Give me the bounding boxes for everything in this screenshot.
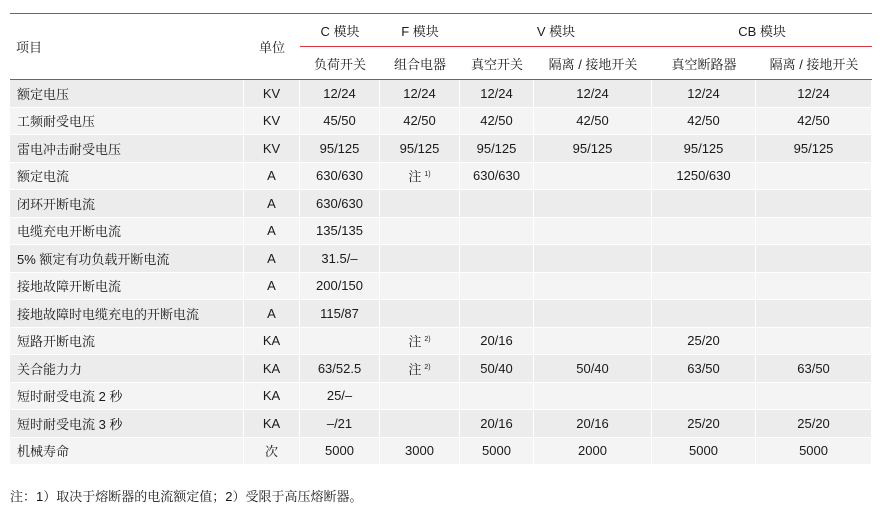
cell-value: 5000 (482, 443, 511, 459)
cell-value: 135/135 (316, 223, 363, 239)
spec-table-container (10, 13, 872, 465)
cell-value: 42/50 (797, 113, 830, 129)
cell-label (10, 328, 244, 356)
cell-v2 (534, 190, 652, 218)
cell-unit (244, 245, 300, 273)
cell-value: A (267, 168, 276, 184)
cell-cb1 (652, 163, 756, 191)
cell-c (300, 135, 380, 163)
cell-v1 (460, 245, 534, 273)
cell-v2 (534, 273, 652, 301)
cell-value: 630/630 (316, 195, 363, 211)
cell-v1 (460, 218, 534, 246)
cell-c (300, 80, 380, 108)
header-unit: 单位 (244, 13, 300, 80)
cell-label (10, 438, 244, 466)
cell-cb2 (756, 135, 872, 163)
table-row (10, 245, 872, 273)
cell-f (380, 190, 460, 218)
cell-v1 (460, 410, 534, 438)
cell-c (300, 355, 380, 383)
cell-value: 50/40 (576, 360, 609, 376)
cell-value: 12/24 (797, 85, 830, 101)
cell-value: 95/125 (399, 140, 440, 156)
table-row (10, 383, 872, 411)
cell-label (10, 190, 244, 218)
cell-cb1 (652, 328, 756, 356)
cell-cb1 (652, 135, 756, 163)
cell-cb2 (756, 438, 872, 466)
header-group-cb: CB 模块 (652, 13, 872, 47)
cell-value: KV (262, 85, 281, 101)
cell-cb1 (652, 245, 756, 273)
cell-value: 63/52.5 (317, 360, 362, 376)
cell-unit (244, 135, 300, 163)
cell-value: A (267, 305, 276, 321)
cell-f (380, 108, 460, 136)
cell-c (300, 328, 380, 356)
table-row (10, 80, 872, 108)
cell-value: 31.5/– (321, 250, 358, 266)
cell-label (10, 410, 244, 438)
cell-cb2 (756, 300, 872, 328)
cell-unit (244, 108, 300, 136)
cell-v2 (534, 245, 652, 273)
cell-value: A (267, 250, 276, 266)
cell-v1 (460, 383, 534, 411)
table-row (10, 108, 872, 136)
header-sub-vacuum-switch: 真空开关 (460, 47, 534, 80)
cell-value: 25/20 (687, 415, 720, 431)
cell-v1 (460, 300, 534, 328)
cell-cb1 (652, 80, 756, 108)
cell-label (10, 163, 244, 191)
cell-value: 接地故障开断电流 (17, 279, 122, 295)
cell-value: 42/50 (576, 113, 609, 129)
cell-value: 95/125 (476, 140, 517, 156)
cell-cb2 (756, 410, 872, 438)
cell-c (300, 273, 380, 301)
cell-unit (244, 438, 300, 466)
table-row (10, 218, 872, 246)
cell-f (380, 410, 460, 438)
cell-unit (244, 218, 300, 246)
cell-cb2 (756, 218, 872, 246)
cell-value: KV (262, 113, 281, 129)
cell-c (300, 218, 380, 246)
cell-value: 短时耐受电流 3 秒 (17, 416, 123, 432)
cell-cb1 (652, 383, 756, 411)
cell-value: 50/40 (480, 360, 513, 376)
table-row (10, 300, 872, 328)
cell-value: 注 (408, 169, 422, 185)
cell-cb2 (756, 383, 872, 411)
cell-value: KA (262, 360, 281, 376)
cell-value: 42/50 (687, 113, 720, 129)
cell-v2 (534, 300, 652, 328)
cell-value: 12/24 (576, 85, 609, 101)
cell-value: 12/24 (323, 85, 356, 101)
header-sub-isolation-earth-cb: 隔离 / 接地开关 (756, 47, 872, 80)
cell-unit (244, 383, 300, 411)
cell-v1 (460, 355, 534, 383)
cell-unit (244, 328, 300, 356)
cell-unit (244, 410, 300, 438)
table-body (10, 80, 872, 465)
spec-table (10, 13, 872, 465)
cell-v2 (534, 383, 652, 411)
cell-cb2 (756, 163, 872, 191)
cell-c (300, 163, 380, 191)
table-row (10, 355, 872, 383)
cell-value: 115/87 (320, 305, 359, 321)
cell-unit (244, 163, 300, 191)
cell-value: 额定电流 (17, 169, 70, 185)
header-sub-vacuum-breaker: 真空断路器 (652, 47, 756, 80)
cell-label (10, 383, 244, 411)
cell-f (380, 383, 460, 411)
cell-value: 12/24 (403, 85, 436, 101)
cell-value: –/21 (326, 415, 353, 431)
table-row (10, 410, 872, 438)
cell-cb2 (756, 108, 872, 136)
cell-value: 雷电冲击耐受电压 (17, 141, 122, 157)
cell-v1 (460, 108, 534, 136)
cell-value: 3000 (405, 443, 434, 459)
cell-label (10, 218, 244, 246)
cell-cb2 (756, 355, 872, 383)
cell-value: 45/50 (323, 113, 356, 129)
header-group-v: V 模块 (460, 13, 652, 47)
cell-label (10, 80, 244, 108)
cell-value: 短路开断电流 (17, 334, 96, 350)
cell-value: 2000 (578, 443, 607, 459)
cell-f (380, 273, 460, 301)
cell-cb1 (652, 438, 756, 466)
table-row (10, 438, 872, 466)
cell-value: 12/24 (687, 85, 720, 101)
cell-value: 5000 (799, 443, 828, 459)
cell-value: 20/16 (480, 415, 513, 431)
cell-unit (244, 355, 300, 383)
cell-value: KA (262, 388, 281, 404)
cell-f (380, 218, 460, 246)
table-row (10, 273, 872, 301)
cell-unit (244, 273, 300, 301)
header-sub-load-switch: 负荷开关 (300, 47, 380, 80)
cell-cb2 (756, 328, 872, 356)
cell-v1 (460, 135, 534, 163)
table-header (10, 13, 872, 80)
cell-value: 42/50 (480, 113, 513, 129)
cell-value: 关合能力力 (17, 361, 83, 377)
cell-value: 12/24 (480, 85, 513, 101)
cell-value: 机械寿命 (17, 444, 70, 460)
cell-f (380, 163, 460, 191)
cell-label (10, 108, 244, 136)
cell-value: KA (262, 415, 281, 431)
cell-value: 25/20 (797, 415, 830, 431)
table-row (10, 328, 872, 356)
footnote-ref: 1) (424, 171, 431, 179)
cell-f (380, 438, 460, 466)
cell-v2 (534, 438, 652, 466)
cell-cb2 (756, 273, 872, 301)
cell-c (300, 108, 380, 136)
footnote: 注：1）取决于熔断器的电流额定值；2）受限于高压熔断器。 (10, 489, 363, 504)
cell-value: 20/16 (480, 333, 513, 349)
header-group-c: C 模块 (300, 13, 380, 47)
table-row (10, 163, 872, 191)
cell-value: 25/– (326, 388, 353, 404)
cell-v2 (534, 410, 652, 438)
cell-cb1 (652, 355, 756, 383)
cell-value: 5000 (689, 443, 718, 459)
cell-value: 63/50 (797, 360, 830, 376)
cell-label (10, 300, 244, 328)
cell-f (380, 80, 460, 108)
cell-v2 (534, 218, 652, 246)
cell-value: 42/50 (403, 113, 436, 129)
cell-value: 闭环开断电流 (17, 196, 96, 212)
cell-cb1 (652, 108, 756, 136)
cell-value: 1250/630 (676, 168, 731, 184)
cell-value: 630/630 (316, 168, 363, 184)
cell-c (300, 383, 380, 411)
cell-c (300, 190, 380, 218)
cell-v2 (534, 163, 652, 191)
cell-f (380, 135, 460, 163)
cell-c (300, 245, 380, 273)
cell-c (300, 438, 380, 466)
cell-value: 95/125 (793, 140, 834, 156)
cell-v2 (534, 328, 652, 356)
cell-cb2 (756, 245, 872, 273)
header-group-f: F 模块 (380, 13, 460, 47)
cell-cb1 (652, 190, 756, 218)
cell-cb1 (652, 218, 756, 246)
cell-value: 5000 (325, 443, 354, 459)
cell-cb2 (756, 190, 872, 218)
cell-value: 95/125 (572, 140, 613, 156)
cell-value: 注 (408, 361, 422, 377)
table-row (10, 190, 872, 218)
cell-value: A (267, 195, 276, 211)
cell-v1 (460, 190, 534, 218)
cell-cb1 (652, 410, 756, 438)
cell-v2 (534, 355, 652, 383)
cell-label (10, 135, 244, 163)
cell-value: 20/16 (576, 415, 609, 431)
cell-value: A (267, 223, 276, 239)
cell-label (10, 245, 244, 273)
cell-f (380, 300, 460, 328)
cell-value: 次 (264, 444, 278, 460)
cell-cb1 (652, 300, 756, 328)
footnote-ref: 2) (424, 363, 431, 371)
cell-value: 95/125 (319, 140, 360, 156)
cell-value: 电缆充电开断电流 (17, 224, 122, 240)
cell-v1 (460, 163, 534, 191)
cell-value: 63/50 (687, 360, 720, 376)
cell-cb1 (652, 273, 756, 301)
cell-v1 (460, 80, 534, 108)
cell-value: 25/20 (687, 333, 720, 349)
cell-value: 注 (408, 334, 422, 350)
cell-value: 接地故障时电缆充电的开断电流 (17, 306, 200, 322)
cell-c (300, 300, 380, 328)
cell-value: KA (262, 333, 281, 349)
cell-f (380, 355, 460, 383)
cell-v2 (534, 108, 652, 136)
cell-value: 额定电压 (17, 86, 70, 102)
cell-unit (244, 300, 300, 328)
footnote-ref: 2) (424, 336, 431, 344)
cell-value: 630/630 (473, 168, 520, 184)
header-sub-isolation-earth-v: 隔离 / 接地开关 (534, 47, 652, 80)
table-row (10, 135, 872, 163)
cell-v1 (460, 438, 534, 466)
cell-unit (244, 80, 300, 108)
cell-f (380, 245, 460, 273)
cell-v2 (534, 135, 652, 163)
cell-unit (244, 190, 300, 218)
cell-value: KV (262, 140, 281, 156)
cell-value: A (267, 278, 276, 294)
cell-f (380, 328, 460, 356)
cell-value: 200/150 (316, 278, 363, 294)
header-item: 项目 (10, 13, 244, 80)
cell-cb2 (756, 80, 872, 108)
cell-v1 (460, 328, 534, 356)
header-sub-combo-unit: 组合电器 (380, 47, 460, 80)
cell-value: 95/125 (683, 140, 724, 156)
cell-value: 短时耐受电流 2 秒 (17, 389, 123, 405)
cell-c (300, 410, 380, 438)
cell-label (10, 355, 244, 383)
cell-v1 (460, 273, 534, 301)
cell-v2 (534, 80, 652, 108)
cell-value: 工频耐受电压 (17, 114, 96, 130)
cell-value: 5% 额定有功负载开断电流 (17, 251, 170, 267)
cell-label (10, 273, 244, 301)
